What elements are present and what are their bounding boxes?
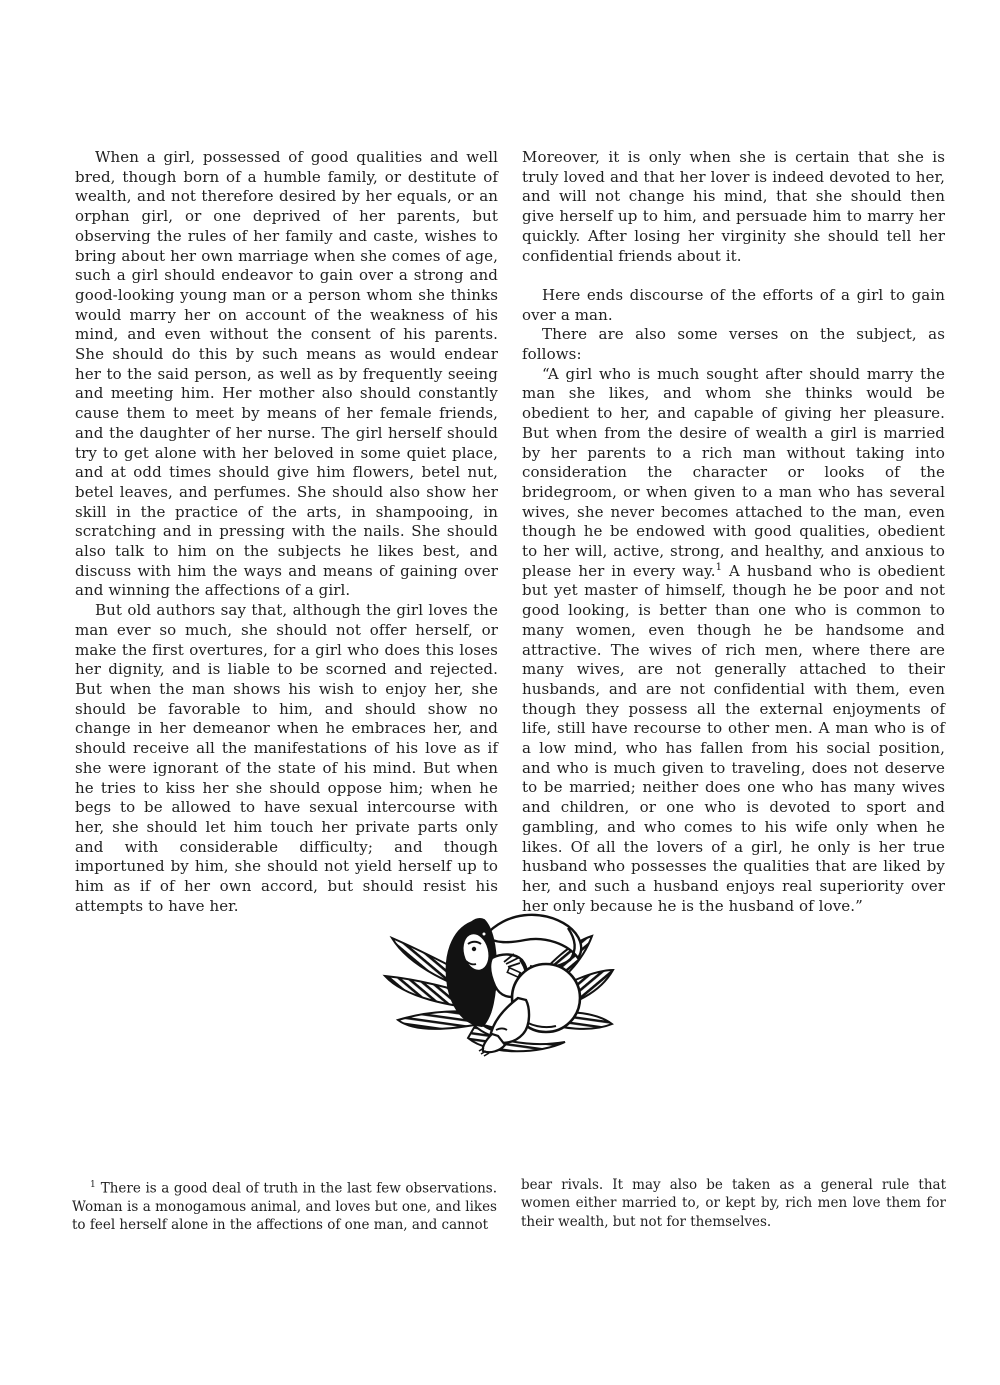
- paragraph-old-authors: But old authors say that, although the girl loves the man ever so much, she should not offer herself, or make the first overtures, for a girl who does this loses her dignity, and is liable to be scorned and rejected. But when the man shows his wish to enjoy her, she should be favorable to him, and should show no change in her demeanor when he embraces her, and should receive all the manifestations of his love as if she were ignorant of the state of his mind. But when he tries to kiss her she should oppose him; when he begs to be allowed to have sexual intercourse with her, she should let him touch her private parts only and with considerable difficulty; and though importuned by him, she should not yield herself up to him as if of her own accord, but should resist his attempts to have her.: [75, 601, 498, 915]
- footnote-reference-mark: 1: [715, 561, 723, 573]
- footnote-marker: 1: [90, 1180, 96, 1190]
- footnote-left-column: [72, 1176, 497, 1235]
- lotus-couple-woodcut-image: [380, 898, 620, 1058]
- verse-quote-text-part2: A husband who is obedient but yet master of himself, though he be poor and not good looking, is better than one who is common to many women, even though he be handsome and attractive. The wives of rich men, where there are many wives, are not generally attached to their husbands, and are not confidential with them, even though they possess all the external enjoyments of life, still have recourse to other men. A man who is of a low mind, who has fallen from his social position, and who is much given to traveling, does not deserve to be married; neither does one who has many wives and children, or one who is devoted to sport and gambling, and who comes to his wife only when he likes. Of all the lovers of a girl, he only is her true husband who possesses the qualities that are liked by her, and such a husband enjoys real superiority over her only because he is the husband of love.”: [522, 561, 945, 915]
- body-text: [75, 148, 945, 916]
- paragraph-verses-intro: There are also some verses on the subject, as follows:: [522, 325, 945, 364]
- footnote-text: [72, 1176, 497, 1235]
- footnote-left-text: There is a good deal of truth in the last few observations. Woman is a monogamous animal, and loves but one, and likes to feel herself alone in the affections of one man, and cannot: [72, 1180, 497, 1234]
- verse-quote-text-part1: “A girl who is much sought after should marry the man she likes, and whom she thinks would be obedient to her, and capable of giving her pleasure. But when from the desire of wealth a girl is married by her parents to a rich man without taking into consideration the character or looks of the bridegroom, or when given to a man who has several wives, she never becomes attached to the man, even though he be endowed with good qualities, obedient to her will, active, strong, and healthy, and anxious to please her in every way.: [522, 364, 945, 580]
- footnote-right-text: bear rivals. It may also be taken as a general rule that women either married to, or kept by, rich men love them for their wealth, but not for themselves.: [521, 1177, 946, 1230]
- footnote-block: [72, 1176, 946, 1235]
- footnote-right-column: [521, 1176, 946, 1235]
- left-column: [75, 148, 498, 916]
- right-column: [522, 148, 945, 916]
- lotus-couple-illustration: [0, 898, 1000, 1058]
- paragraph-verse-quote: [522, 365, 945, 917]
- paragraph-moreover: Moreover, it is only when she is certain that she is truly loved and that her lover is indeed devoted to her, and will not change his mind, that she should then give herself up to him, and persuade him to marry her quickly. After losing her virginity she should tell her confidential friends about it.: [522, 148, 945, 265]
- paragraph-here-ends: Here ends discourse of the efforts of a girl to gain over a man.: [522, 285, 945, 324]
- paragraph-when-a-girl: When a girl, possessed of good qualities and well bred, though born of a humble family, or destitute of wealth, and not therefore desired by her equals, or an orphan girl, or one deprived of her parents, but observing the rules of her family and caste, wishes to bring about her own marriage when she comes of age, such a girl should endeavor to gain over a strong and good-looking young man or a person whom she thinks would marry her on account of the weakness of his mind, and even without the consent of his parents. She should do this by such means as would endear her to the said person, as well as by frequently seeing and meeting him. Her mother also should constantly cause them to meet by means of her female friends, and the daughter of her nurse. The girl herself should try to get alone with her beloved in some quiet place, and at odd times should give him flowers, betel nut, betel leaves, and perfumes. She should also show her skill in the practice of the arts, in shampooing, in scratching and in pressing with the nails. She should also talk to him on the subjects he likes best, and discuss with him the ways and means of gaining over and winning the affections of a girl.: [75, 148, 498, 600]
